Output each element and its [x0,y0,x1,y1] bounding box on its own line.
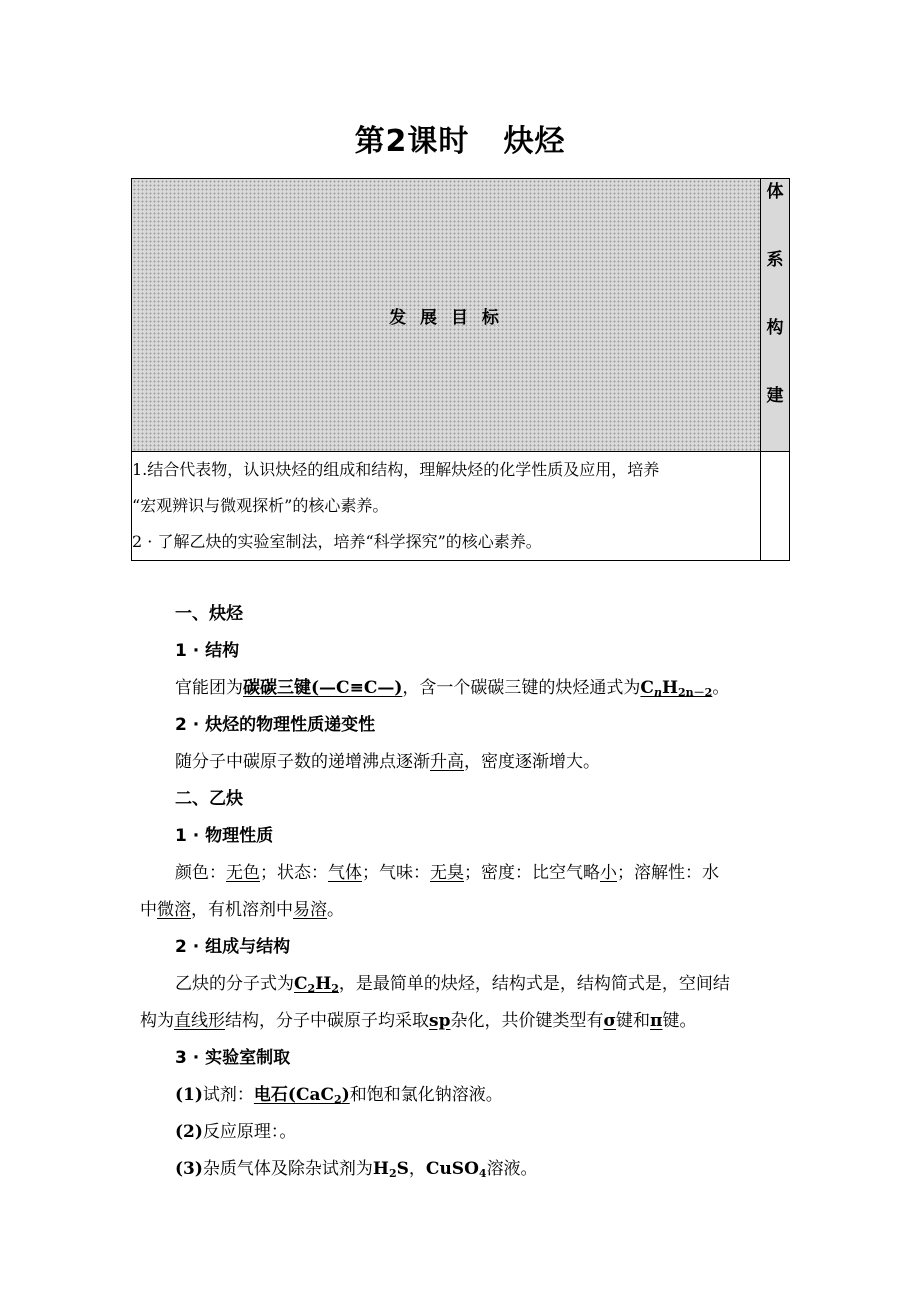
side-char-2: 系 [766,250,784,270]
answer-pi: π [650,1011,663,1031]
cuso4-formula: CuSO$_4$ [425,1159,487,1180]
answer-smaller: 小 [600,863,617,883]
text: 官能团为 [175,678,243,698]
title-lesson: 第2课时 [354,124,470,159]
goals-table [131,178,790,561]
trend-paragraph: 随分子中碳原子数的递增沸点逐渐升高，密度逐渐增大。 [175,752,600,772]
subsection-physical-properties: 1 · 物理性质 [175,826,274,846]
side-char-3: 构 [766,318,784,338]
answer-easily-soluble: 易溶 [293,900,327,920]
impurity-line: (3)杂质气体及除杂试剂为$H_2S$，CuSO$_4$溶液。 [175,1159,538,1180]
answer-calcium-carbide: 电石(CaC$_2$) [253,1085,350,1106]
goal-1-line-2: “宏观辨识与微观探析”的核心素养。 [132,496,389,515]
reaction-principle-line: (2)反应原理：。 [175,1122,297,1142]
structure-paragraph: 官能团为碳碳三键(—C≡C—)，含一个碳碳三键的炔烃通式为$C_nH_{2n-2}$。 [175,678,730,699]
answer-sigma: σ [603,1011,617,1031]
answer-triple-bond: 碳碳三键(—C≡C—) [243,678,403,698]
reagents-line: (1)试剂：电石(CaC$_2$)和饱和氯化钠溶液。 [175,1085,503,1106]
subsection-structure: 1 · 结构 [175,641,240,661]
section-acetylene: 二、乙炔 [175,789,243,809]
subsection-lab-preparation: 3 · 实验室制取 [175,1048,291,1068]
page-title [0,116,920,160]
composition-line-2: 构为直线形结构，分子中碳原子均采取sp杂化，共价键类型有σ键和π键。 [140,1011,697,1031]
text: ，含一个碳碳三键的炔烃通式为 [402,678,641,698]
physical-properties-line-1: 颜色：无色；状态：气体；气味：无臭；密度：比空气略小；溶解性：水 [175,863,719,883]
subsection-composition: 2 · 组成与结构 [175,937,291,957]
answer-gas: 气体 [328,863,362,883]
lesson-content [140,596,775,1188]
physical-properties-line-2: 中微溶，有机溶剂中易溶。 [140,900,344,920]
goal-2: 2 · 了解乙炔的实验室制法，培养“科学探究”的核心素养。 [132,532,542,551]
side-char-1: 体 [766,182,784,202]
goals-body [132,452,761,561]
answer-colorless: 无色 [226,863,260,883]
answer-slightly-soluble: 微溶 [157,900,191,920]
goals-side-empty [761,452,790,561]
side-char-4: 建 [766,386,784,406]
answer-odorless: 无臭 [430,863,464,883]
answer-molecular-formula: $C_2H_2$ [294,974,339,995]
answer-linear: 直线形 [174,1011,225,1031]
section-alkynes: 一、炔烃 [175,604,243,624]
goal-1-line-1: 1.结合代表物，认识炔烃的组成和结构，理解炔烃的化学性质及应用，培养 [132,460,660,479]
answer-rise: 升高 [430,752,464,772]
answer-sp: sp [429,1011,451,1031]
h2s-formula: $H_2S$ [372,1159,409,1180]
goals-header: 发 展 目 标 [132,179,761,452]
composition-line-1: 乙炔的分子式为$C_2H_2$，是最简单的炔烃，结构式是，结构简式是，空间结 [175,974,730,995]
system-construction-label [761,179,790,452]
subsection-physical-trend: 2 · 炔烃的物理性质递变性 [175,715,376,735]
title-topic: 炔烃 [503,124,566,159]
answer-general-formula: $C_nH_{2n-2}$ [640,678,713,699]
